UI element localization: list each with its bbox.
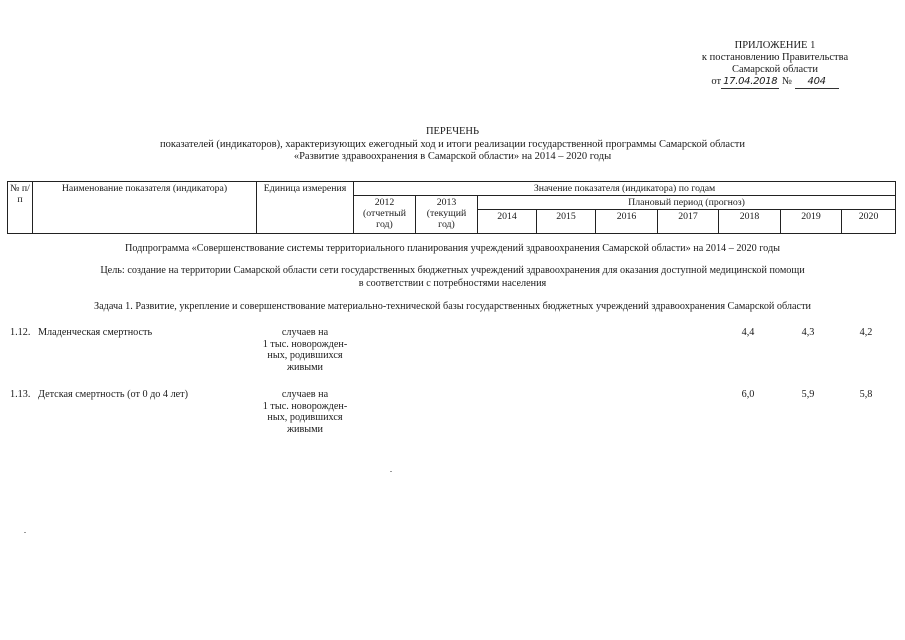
indicators-header-table — [7, 181, 896, 234]
row-indicator-name: Младенческая смертность — [38, 327, 153, 338]
goal-line-2: в соответствии с потребностями населения — [358, 277, 547, 289]
header-unit: Единица измерения — [257, 182, 354, 234]
goal-text — [0, 265, 905, 290]
title-heading: ПЕРЕЧЕНЬ — [425, 126, 480, 137]
row-indicator-name: Детская смертность (от 0 до 4 лет) — [38, 389, 189, 400]
document-title — [0, 126, 905, 164]
goal-line-1: Цель: создание на территории Самарской области сети государственных бюджетных учреждений здравоохранения для оказания доступной медицинской помощи — [100, 265, 805, 276]
scan-speck — [390, 471, 392, 472]
header-year: 2014 — [478, 210, 537, 234]
header-plan-period: Плановый период (прогноз) — [478, 196, 896, 210]
unit-line: ных, родившихся — [267, 412, 343, 423]
value-2019: 5,9 — [801, 389, 815, 400]
header-2013: 2013 (текущий год) — [416, 196, 478, 234]
value-2020: 4,2 — [859, 327, 873, 338]
unit-line: живыми — [286, 423, 324, 435]
value-2020: 5,8 — [859, 389, 873, 400]
header-year: 2019 — [781, 210, 842, 234]
header-2012: 2012 (отчетный год) — [354, 196, 416, 234]
appendix-line-2: к постановлению Правительства — [701, 52, 849, 63]
header-values-group: Значение показателя (индикатора) по годам — [354, 182, 896, 196]
header-name: Наименование показателя (индикатора) — [33, 182, 257, 234]
header-year: 2016 — [596, 210, 658, 234]
row-number: 1.13. — [10, 389, 31, 400]
row-unit — [255, 389, 355, 435]
header-year: 2015 — [537, 210, 596, 234]
value-2018: 6,0 — [741, 389, 755, 400]
row-unit — [255, 327, 355, 373]
date-prefix: от — [711, 76, 722, 87]
value-2019: 4,3 — [801, 327, 815, 338]
handwritten-number: 404 — [795, 76, 839, 89]
unit-line: ных, родившихся — [267, 350, 343, 361]
row-number: 1.12. — [10, 327, 31, 338]
handwritten-date: 17.04.2018 — [723, 76, 778, 87]
scan-speck — [24, 532, 26, 533]
title-line-2: «Развитие здравоохранения в Самарской области» на 2014 – 2020 годы — [293, 151, 612, 162]
header-year: 2018 — [719, 210, 781, 234]
appendix-block — [680, 40, 870, 89]
unit-line: случаев на — [281, 389, 329, 400]
appendix-title: ПРИЛОЖЕНИЕ 1 — [734, 40, 816, 51]
unit-line: 1 тыс. новорожден- — [262, 338, 348, 350]
unit-line: случаев на — [281, 327, 329, 338]
appendix-line-3: Самарской области — [732, 64, 818, 75]
unit-line: 1 тыс. новорожден- — [262, 400, 348, 412]
header-year: 2017 — [658, 210, 719, 234]
task-text: Задача 1. Развитие, укрепление и совершенствование материально-технической базы государственных бюджетных учреждений здравоохранения Самарской области — [94, 301, 811, 312]
number-prefix: № — [781, 76, 792, 87]
header-year: 2020 — [842, 210, 896, 234]
appendix-date-line — [680, 76, 870, 89]
title-line-1: показателей (индикаторов), характеризующих ежегодный ход и итоги реализации государственной программы Самарской области — [160, 138, 745, 150]
header-num: № п/п — [8, 182, 33, 234]
unit-line: живыми — [286, 361, 324, 373]
subprogram-title: Подпрограмма «Совершенствование системы территориального планирования учреждений здравоохранения Самарской области» на 2014 – 2020 годы — [124, 243, 781, 254]
value-2018: 4,4 — [741, 327, 755, 338]
